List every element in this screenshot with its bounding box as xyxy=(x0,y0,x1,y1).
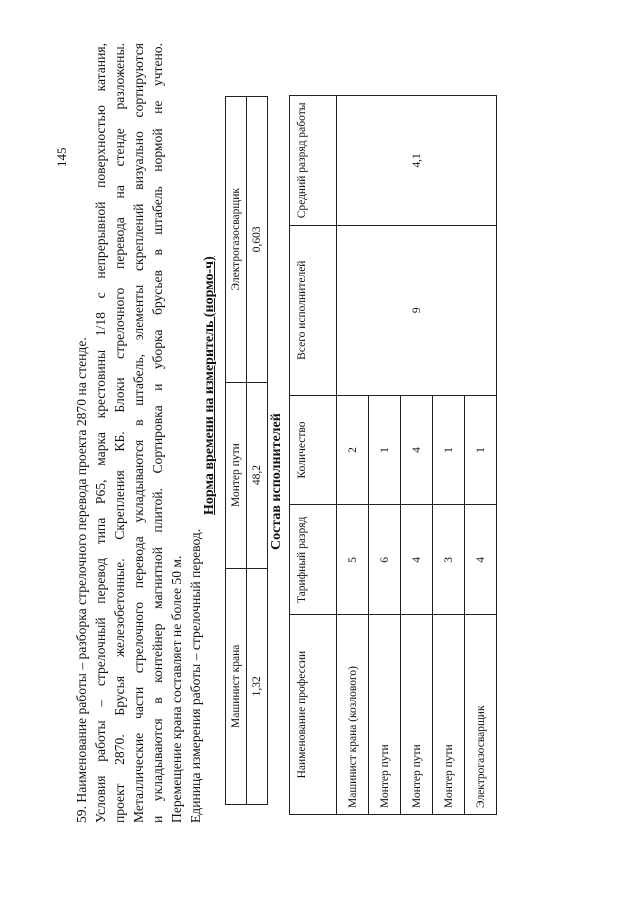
count-cell: 2 xyxy=(337,395,369,505)
table-row xyxy=(337,96,369,815)
profession-cell: Монтер пути xyxy=(433,615,465,815)
grade-cell: 4 xyxy=(465,505,497,615)
crew-table xyxy=(289,95,497,815)
norm-value: 1,32 xyxy=(247,568,268,804)
norm-value: 0,603 xyxy=(247,97,268,383)
work-title-line: 59. Наименование работы – разборка стрелочного перевода проекта 2870 на стенде. xyxy=(74,337,89,823)
table-row xyxy=(247,97,268,805)
profession-cell: Монтер пути xyxy=(401,615,433,815)
average-grade-cell: 4,1 xyxy=(337,96,497,226)
grade-cell: 3 xyxy=(433,505,465,615)
header-cell: Всего исполнителей xyxy=(290,225,337,395)
table-header-row xyxy=(290,96,337,815)
grade-cell: 6 xyxy=(369,505,401,615)
table-header-row xyxy=(226,97,247,805)
description-line: Перемещение крана составляет не более 50 м. xyxy=(169,555,184,823)
profession-cell: Электрогазосварщик xyxy=(465,615,497,815)
header-cell: Наименование профессии xyxy=(290,615,337,815)
work-description xyxy=(72,43,205,823)
description-line: Единица измерения работы – стрелочный перевод. xyxy=(188,528,203,823)
count-cell: 1 xyxy=(433,395,465,505)
header-cell: Количество xyxy=(290,395,337,505)
description-line: Условия работы – стрелочный перевод типа Р65, марка крестовины 1/18 с непрерывной поверхностью катания, xyxy=(93,43,108,823)
header-cell: Средний разряд работы xyxy=(290,96,337,226)
profession-cell: Монтер пути xyxy=(369,615,401,815)
count-cell: 1 xyxy=(465,395,497,505)
norm-table-heading: Норма времени на измеритель (нормо-ч) xyxy=(202,256,217,515)
count-cell: 4 xyxy=(401,395,433,505)
norm-table xyxy=(225,96,268,805)
header-cell: Монтер пути xyxy=(226,382,247,568)
header-cell: Машинист крана xyxy=(226,568,247,804)
description-line: проект 2870. Брусья железобетонные. Скрепления КБ. Блоки стрелочного перевода на стенде разложены. xyxy=(112,43,127,823)
header-cell: Тарифный разряд xyxy=(290,505,337,615)
crew-table-heading: Состав исполнителей xyxy=(269,413,284,550)
total-workers-cell: 9 xyxy=(337,225,497,395)
grade-cell: 5 xyxy=(337,505,369,615)
description-line: Металлические части стрелочного перевода укладываются в штабель, элементы скреплений визуально сортируются xyxy=(131,43,146,823)
header-cell: Электрогазосварщик xyxy=(226,97,247,383)
page-number: 145 xyxy=(54,147,69,167)
count-cell: 1 xyxy=(369,395,401,505)
description-line: и укладываются в контейнер магнитной плитой. Сортировка и уборка брусьев в штабель нормой не учтено. xyxy=(150,43,165,823)
profession-cell: Машинист крана (козлового) xyxy=(337,615,369,815)
norm-value: 48,2 xyxy=(247,382,268,568)
grade-cell: 4 xyxy=(401,505,433,615)
